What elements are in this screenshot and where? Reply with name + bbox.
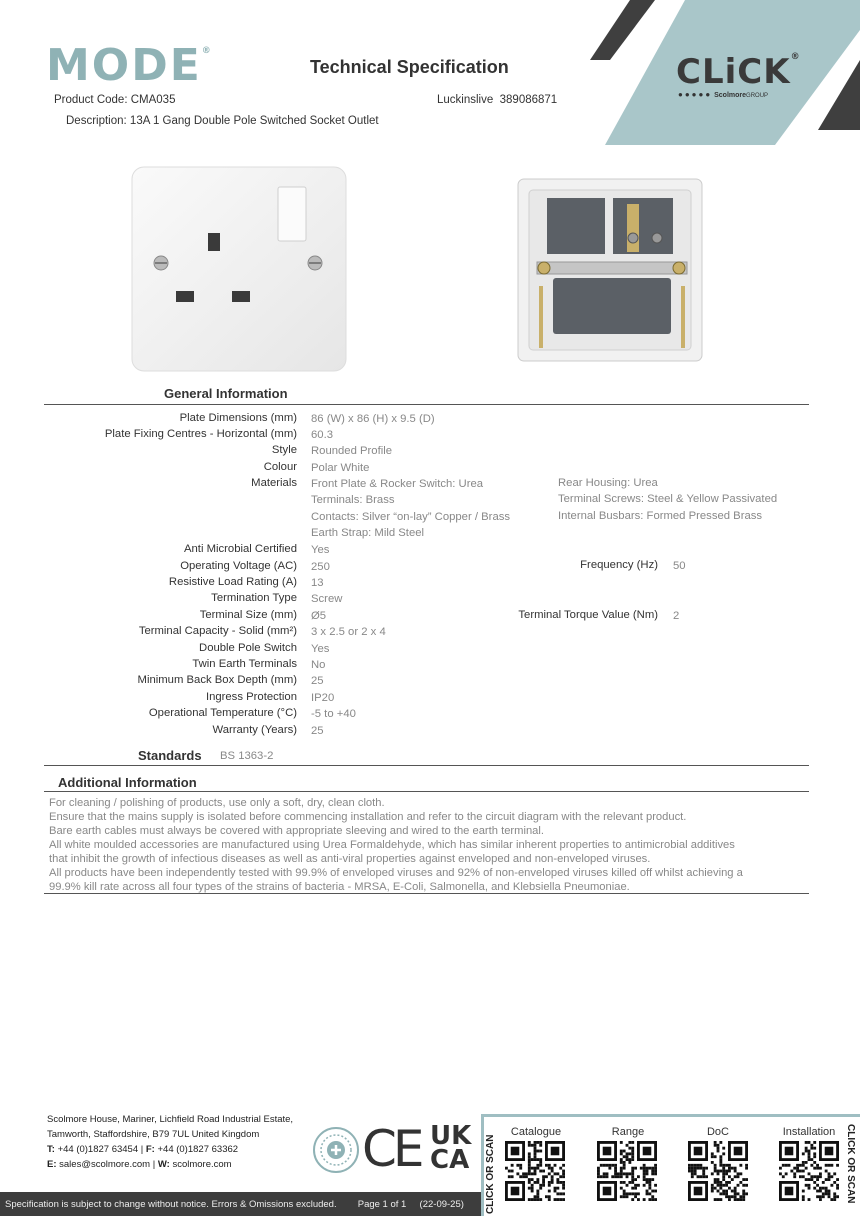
- spec-value: 25: [311, 675, 324, 687]
- qr-code-range-icon[interactable]: [597, 1141, 657, 1201]
- spec-value: No: [311, 659, 326, 671]
- qr-code-doc-icon[interactable]: [688, 1141, 748, 1201]
- general-information-heading: General Information: [164, 386, 288, 401]
- tel: +44 (0)1827 63454: [57, 1144, 139, 1155]
- spec-label: Operating Voltage (AC): [180, 560, 297, 572]
- frequency-label: Frequency (Hz): [580, 559, 658, 571]
- disclaimer: Specification is subject to change without notice. Errors & Omissions excluded.: [5, 1199, 337, 1210]
- product-code: CMA035: [130, 94, 176, 106]
- ukca-mark-icon: [430, 1121, 472, 1175]
- revision-date: (22-09-25): [419, 1199, 464, 1210]
- spec-value: Screw: [311, 593, 343, 605]
- address-line-1: Scolmore House, Mariner, Lichfield Road Industrial Estate,: [47, 1114, 294, 1125]
- spec-value: Contacts: Silver “on-lay” Copper / Brass: [311, 511, 511, 523]
- spec-value: -5 to +40: [311, 708, 356, 720]
- additional-line: 99.9% kill rate across all four types of the strains of bacteria - MRSA, E-Coli, Salmonella, and Klebsiella Pneumoniae.: [49, 881, 630, 893]
- spec-value: Yes: [311, 544, 330, 556]
- page-title: Technical Specification: [310, 57, 509, 77]
- spec-label: Termination Type: [211, 592, 297, 604]
- materials-right-3: Internal Busbars: Formed Pressed Brass: [558, 510, 763, 522]
- socket-front-image: [130, 165, 348, 373]
- spec-value: 25: [311, 725, 324, 737]
- spec-value: Terminals: Brass: [311, 494, 395, 506]
- ce-mark-icon: CE: [362, 1120, 421, 1178]
- click-logo-sub-group: GROUP: [746, 93, 769, 99]
- mode-logo: [46, 40, 213, 91]
- spec-label: Twin Earth Terminals: [192, 658, 297, 670]
- spec-value: 3 x 2.5 or 2 x 4: [311, 626, 386, 638]
- email-link[interactable]: sales@scolmore.com: [59, 1159, 151, 1170]
- banner-dark-stripe-left: [590, 0, 655, 60]
- phone-line: T: +44 (0)1827 63454 | F: +44 (0)1827 63362: [47, 1144, 239, 1155]
- click-logo-sub-text: Scolmore: [714, 92, 747, 99]
- additional-line: All white moulded accessories are manufactured using Urea Formaldehyde, which has similar inherent properties to antimicrobial additives: [49, 839, 735, 851]
- materials-right-1: Rear Housing: Urea: [558, 477, 658, 489]
- additional-information-heading: Additional Information: [58, 775, 197, 790]
- spec-label: Double Pole Switch: [199, 642, 297, 654]
- luckinslive-value: 389086871: [499, 94, 558, 106]
- spec-label: Colour: [263, 461, 297, 473]
- frequency-value: 50: [673, 560, 686, 572]
- spec-value: 13: [311, 577, 324, 589]
- mode-logo-mark: ®: [201, 46, 213, 56]
- qr-label-catalogue: Catalogue: [510, 1126, 562, 1138]
- standards-label: Standards: [138, 748, 202, 763]
- additional-line: Ensure that the mains supply is isolated before commencing installation and refer to the circuit diagram with the relevant product.: [49, 811, 687, 823]
- spec-label: Resistive Load Rating (A): [168, 576, 297, 588]
- email-label: E:: [47, 1159, 57, 1170]
- additional-line: For cleaning / polishing of products, use only a soft, dry, clean cloth.: [49, 797, 385, 809]
- spec-label: Minimum Back Box Depth (mm): [137, 674, 297, 686]
- torque-label: Terminal Torque Value (Nm): [518, 609, 658, 621]
- footer-address: [47, 1112, 293, 1172]
- torque-value: 2: [673, 610, 680, 622]
- divider: [44, 791, 809, 792]
- qr-side-label-left: CLICK OR SCAN: [485, 1134, 496, 1214]
- spec-value: Rounded Profile: [311, 445, 393, 457]
- description-label: Description:: [66, 115, 127, 127]
- product-code-row: [54, 94, 175, 106]
- spec-label: Style: [271, 444, 297, 456]
- page-number: Page 1 of 1: [357, 1199, 407, 1210]
- qr-code-installation-icon[interactable]: [779, 1141, 839, 1201]
- spec-value: 86 (W) x 86 (H) x 9.5 (D): [311, 413, 435, 425]
- fax-label: F:: [145, 1144, 155, 1155]
- tel-label: T:: [47, 1144, 55, 1155]
- web-label: W:: [157, 1159, 170, 1170]
- additional-information-text: [49, 796, 809, 894]
- qr-label-range: Range: [611, 1126, 645, 1138]
- spec-value: Yes: [311, 643, 330, 655]
- standards-value: BS 1363-2: [220, 750, 274, 762]
- spec-label: Terminal Capacity - Solid (mm²): [138, 625, 297, 637]
- click-logo-text: CLiCK: [676, 52, 791, 92]
- product-code-label: Product Code:: [54, 94, 128, 106]
- qr-label-installation: Installation: [782, 1126, 836, 1138]
- click-logo-dots: ●●●●●: [678, 90, 713, 99]
- additional-line: All products have been independently tested with 99.9% of enveloped viruses and 92% of non-enveloped viruses killed off whilst achieving a: [49, 867, 743, 879]
- qr-side-label-right: CLICK OR SCAN: [845, 1124, 856, 1204]
- additional-line: that inhibit the growth of infectious diseases as well as anti-viral properties against enveloped and non-enveloped viruses.: [49, 853, 651, 865]
- web-link[interactable]: scolmore.com: [172, 1159, 232, 1170]
- spec-value: Polar White: [311, 462, 370, 474]
- luckinslive-row: [437, 94, 557, 106]
- socket-rear-image: [517, 178, 703, 362]
- antimicrobial-certified-icon: [312, 1126, 360, 1174]
- qr-code-catalogue-icon[interactable]: [505, 1141, 565, 1201]
- ukca-top: UK: [430, 1121, 472, 1151]
- luckinslive-label: Luckinslive: [437, 94, 494, 106]
- click-logo-sub: [678, 90, 768, 99]
- spec-value: Front Plate & Rocker Switch: Urea: [311, 478, 484, 490]
- spec-label: Operational Temperature (°C): [148, 707, 297, 719]
- materials-right-2: Terminal Screws: Steel & Yellow Passivated: [558, 493, 778, 505]
- divider: [44, 893, 809, 894]
- email-line: E: sales@scolmore.com | W: scolmore.com: [47, 1159, 232, 1170]
- ukca-bottom: CA: [430, 1145, 470, 1175]
- spec-label: Warranty (Years): [212, 724, 297, 736]
- additional-line: Bare earth cables must always be covered with appropriate sleeving and wired to the earth terminal.: [49, 825, 544, 837]
- divider: [44, 404, 809, 405]
- footer-bar: [0, 1192, 481, 1216]
- click-logo-mark: ®: [790, 52, 801, 62]
- spec-label: Plate Dimensions (mm): [179, 412, 297, 424]
- spec-value: Earth Strap: Mild Steel: [311, 527, 425, 539]
- address-line-2: Tamworth, Staffordshire, B79 7UL United Kingdom: [47, 1129, 260, 1140]
- description-row: [66, 115, 379, 127]
- divider: [44, 765, 809, 766]
- spec-label: Ingress Protection: [205, 691, 297, 703]
- spec-value: 250: [311, 561, 330, 573]
- qr-label-doc: DoC: [706, 1126, 729, 1138]
- fax: +44 (0)1827 63362: [157, 1144, 239, 1155]
- spec-label: Materials: [251, 477, 297, 489]
- description: 13A 1 Gang Double Pole Switched Socket Outlet: [129, 115, 379, 127]
- spec-label: Anti Microbial Certified: [183, 543, 297, 555]
- mode-logo-text: MODE: [46, 40, 202, 91]
- spec-value: Ø5: [311, 610, 327, 622]
- spec-label: Plate Fixing Centres - Horizontal (mm): [104, 428, 297, 440]
- click-logo: [676, 52, 801, 92]
- spec-value: 60.3: [311, 429, 333, 441]
- spec-label: Terminal Size (mm): [199, 609, 297, 621]
- spec-value: IP20: [311, 692, 335, 704]
